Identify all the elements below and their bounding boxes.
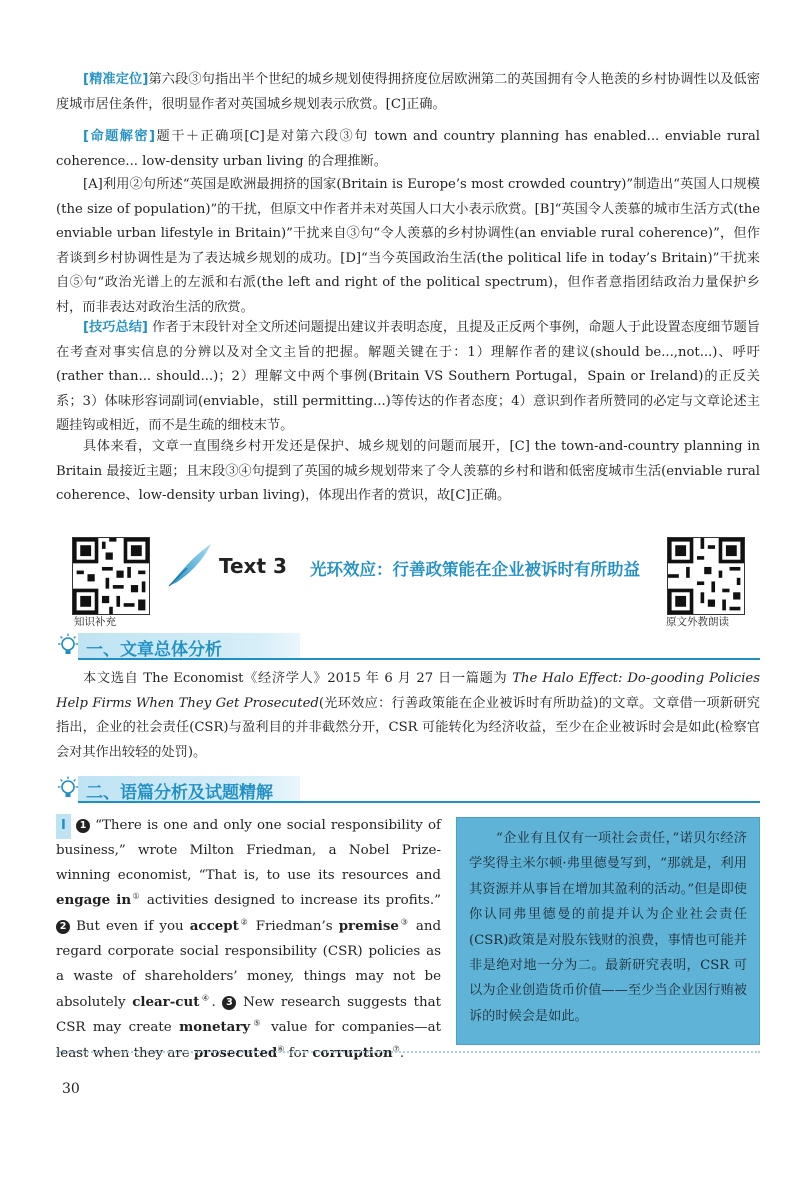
keyword-note: ① <box>131 891 142 901</box>
qr-icon <box>73 538 149 614</box>
section-header-label: 一、文章总体分析 <box>86 640 222 660</box>
keyword: premise <box>338 918 399 935</box>
english-passage <box>56 814 441 1067</box>
text-title: 光环效应：行善政策能在企业被诉时有所助益 <box>310 560 640 579</box>
keyword: corruption <box>312 1045 393 1062</box>
qr-icon <box>668 538 744 614</box>
keyword: engage in <box>56 892 132 909</box>
tag-skills: [技巧总结] <box>83 320 148 335</box>
passage-text: . <box>399 1046 405 1062</box>
overall-analysis-text <box>56 667 760 765</box>
analysis-para-distractors <box>56 173 760 320</box>
sentence-number: 3 <box>222 996 236 1010</box>
passage-text: value for companies—at least when they are <box>56 1020 442 1062</box>
quill-pen-icon <box>165 540 215 590</box>
passage-text: But even if you <box>70 919 190 935</box>
keyword-note: ⑤ <box>250 1018 264 1028</box>
passage-text: Friedman’s <box>249 919 339 935</box>
keyword: monetary <box>179 1019 251 1036</box>
page-number: 30 <box>62 1081 80 1097</box>
dotted-divider <box>56 1051 760 1053</box>
keyword-note: ⑦ <box>392 1044 400 1054</box>
passage-text: activities designed to increase its profits.” <box>141 893 441 909</box>
keyword-note: ② <box>238 917 250 927</box>
sentence-number: 1 <box>76 819 90 833</box>
analysis-text: 作者于末段针对全文所述问题提出建议并表明态度，且提及正反两个事例，命题人于此设置态度细节题旨在考查对事实信息的分辨以及对全文主旨的把握。解题关键在于：1）理解作者的建议(should be...,not...)、呼吁(rather than... should...)；2）理解文中两个事例(Britain VS Southern Portugal，Spain or Ireland)的正反关系；3）体味形容词副词(enviable，still permitting...)等传达的作者态度；4）意识到作者所赞同的必定与文章论述主题挂钩或相近，而不是生疏的细枝末节。 <box>56 320 760 433</box>
lightbulb-icon <box>56 633 80 659</box>
text-number-label: Text 3 <box>219 554 287 578</box>
translation-box <box>456 817 760 1045</box>
passage-text: for <box>284 1046 313 1062</box>
analysis-text: 具体来看，文章一直围绕乡村开发还是保护、城乡规划的问题而展开，[C] the town-and-country planning in Britain 最接近主题；且末段③④句提到了英国的城乡规划带来了令人羡慕的乡村和谐和低密度城市生活(enviable rural coherence、low-density urban living)，体现出作者的赏识，故[C]正确。 <box>56 439 760 503</box>
analysis-para-precise-location <box>56 68 760 117</box>
keyword-note: ④ <box>199 993 212 1003</box>
keyword: accept <box>189 918 239 935</box>
keyword-note: ⑥ <box>277 1044 285 1054</box>
intro-text: (光环效应：行善政策能在企业被诉时有所助益)的文章。文章借一项新研究指出，企业的社会责任(CSR)与盈利目的并非截然分开，CSR 可能转化为经济收益，至少在企业被诉时会是如此(检察官会对其作出较轻的处罚)。 <box>56 695 760 760</box>
qr-code-knowledge[interactable] <box>72 537 150 615</box>
section-header-discourse-analysis <box>56 774 760 804</box>
passage-text: “There is one and only one social responsibility of business,” wrote Milton Friedman, a Nobel Prize-winning economist, “That is, to use its resources and <box>56 818 441 883</box>
intro-text: 本文选自 The Economist《经济学人》2015 年 6 月 27 日一篇题为 <box>83 671 513 686</box>
analysis-para-specific <box>56 435 760 509</box>
section-header-overall-analysis <box>56 631 760 661</box>
keyword: clear-cut <box>132 993 200 1010</box>
analysis-para-decoding <box>56 125 760 174</box>
paragraph-number: I <box>56 814 71 839</box>
passage-text: and regard corporate social responsibility (CSR) policies as a waste of shareholders’ money, things may not be absolutely <box>56 919 442 1010</box>
translation-text: “企业有且仅有一项社会责任，”诺贝尔经济学奖得主米尔顿·弗里德曼写到，“那就是，利用其资源并从事旨在增加其盈利的活动。”但是即使你认同弗里德曼的前提并认为企业社会责任(CSR)政策是对股东钱财的浪费，事情也可能并非是绝对地一分为二。最新研究表明，CSR 可以为企业创造货币价值——至少当企业因行贿被诉的时候会是如此。 <box>469 831 747 1024</box>
qr-caption-reading: 原文外教朗读 <box>666 616 729 628</box>
qr-code-reading[interactable] <box>667 537 745 615</box>
analysis-text: 第六段③句指出半个世纪的城乡规划使得拥挤度位居欧洲第二的英国拥有令人艳羡的乡村协调性以及低密度城市居住条件，很明显作者对英国城乡规划表示欣赏。[C]正确。 <box>56 72 760 112</box>
analysis-text: [A]利用②句所述“英国是欧洲最拥挤的国家(Britain is Europe’s most crowded country)”制造出“英国人口规模(the size of population)”的干扰，但原文中作者并未对英国人口大小表示欣赏。[B]“英国令人羡慕的城市生活方式(the enviable urban lifestyle in Britain)”干扰来自③句“令人羡慕的乡村协调性(an enviable rural coherence)”，但作者谈到乡村协调性是为了表达城乡规划的成功。[D]“当今英国政治生活(the political life in today’s Britain)”干扰来自⑤句“政治光谱上的左派和右派(the left and right of the political spectrum)，但作者意指团结政治力量保护乡村，而非表达对政治生活的欣赏。 <box>56 177 760 315</box>
passage-text: . <box>211 994 216 1010</box>
keyword: prosecuted <box>193 1045 278 1062</box>
analysis-para-skills <box>56 316 760 439</box>
tag-decoding: [命题解密] <box>83 129 156 144</box>
lightbulb-icon <box>56 776 80 802</box>
tag-precise-location: [精准定位] <box>83 72 149 87</box>
qr-caption-knowledge: 知识补充 <box>74 616 116 628</box>
analysis-text: 题干＋正确项[C]是对第六段③句 town and country planning has enabled... enviable rural coherence... low-density urban living 的合理推断。 <box>56 129 761 169</box>
sentence-number: 2 <box>56 920 70 934</box>
article-title: The Halo Effect: Do-gooding Policies Help Firms When They Get Prosecuted <box>56 671 760 711</box>
passage-text: New research suggests that CSR may create <box>56 994 441 1036</box>
section-header-label: 二、语篇分析及试题精解 <box>86 783 273 803</box>
keyword-note: ③ <box>398 917 410 927</box>
